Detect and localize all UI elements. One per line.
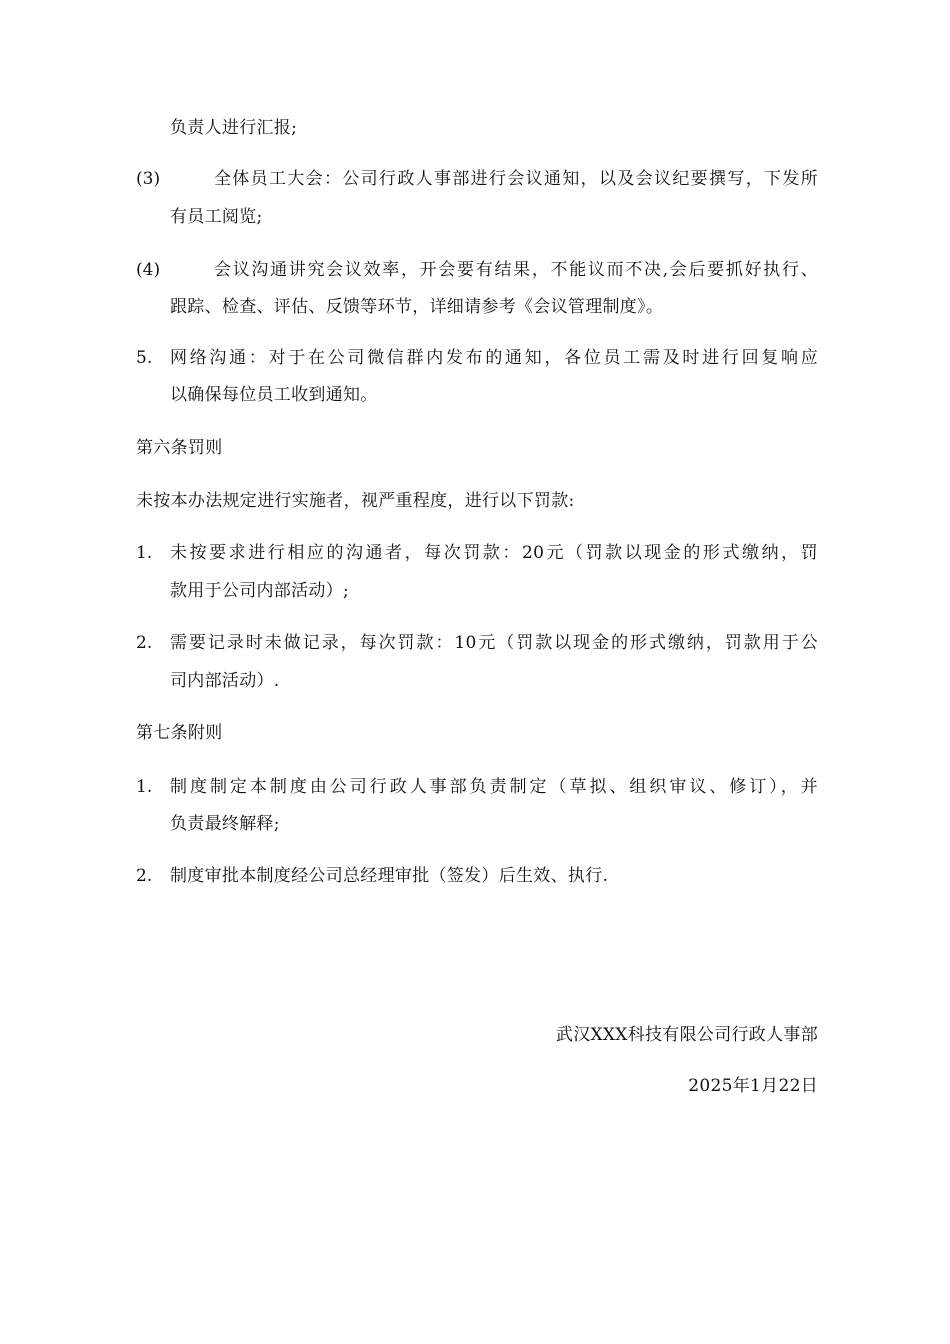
list-item-text: 需要记录时未做记录，每次罚款：10元（罚款以现金的形式缴纳，罚款用于公: [170, 633, 818, 653]
paragraph-continuation: 负责人进行汇报;: [170, 118, 298, 138]
list-item-text: 跟踪、检查、评估、反馈等环节，详细请参考《会议管理制度》。: [170, 297, 664, 317]
list-item-text: 司内部活动）.: [170, 671, 280, 691]
signature-date: 2025年1月22日: [688, 1076, 818, 1096]
list-item-text: 以确保每位员工收到通知。: [170, 385, 378, 405]
list-item-text: 制度审批本制度经公司总经理审批（签发）后生效、执行.: [170, 866, 609, 886]
list-item-text: 款用于公司内部活动）;: [170, 581, 350, 601]
section-heading: 第六条罚则: [136, 438, 223, 458]
list-item-text: 制度制定本制度由公司行政人事部负责制定（草拟、组织审议、修订），并: [170, 777, 818, 797]
list-marker: (3): [136, 169, 161, 189]
list-item-text: 网络沟通：对于在公司微信群内发布的通知，各位员工需及时进行回复响应: [170, 348, 818, 368]
list-item-text: 有员工阅览;: [170, 207, 263, 227]
list-item-text: 未按要求进行相应的沟通者，每次罚款：20元（罚款以现金的形式缴纳，罚: [170, 543, 818, 563]
list-item-text: 全体员工大会：公司行政人事部进行会议通知，以及会议纪要撰写，下发所: [214, 169, 818, 189]
list-marker: 5.: [136, 348, 153, 368]
section-heading: 第七条附则: [136, 723, 223, 743]
section-intro: 未按本办法规定进行实施者，视严重程度，进行以下罚款:: [136, 491, 575, 511]
list-marker: 2.: [136, 633, 153, 653]
list-marker: 1.: [136, 777, 153, 797]
list-marker: (4): [136, 260, 161, 280]
list-item-text: 会议沟通讲究会议效率，开会要有结果，不能议而不决,会后要抓好执行、: [214, 260, 818, 280]
list-marker: 1.: [136, 543, 153, 563]
signature-organization: 武汉XXX科技有限公司行政人事部: [555, 1025, 818, 1045]
list-marker: 2.: [136, 866, 153, 886]
list-item-text: 负责最终解释;: [170, 814, 280, 834]
